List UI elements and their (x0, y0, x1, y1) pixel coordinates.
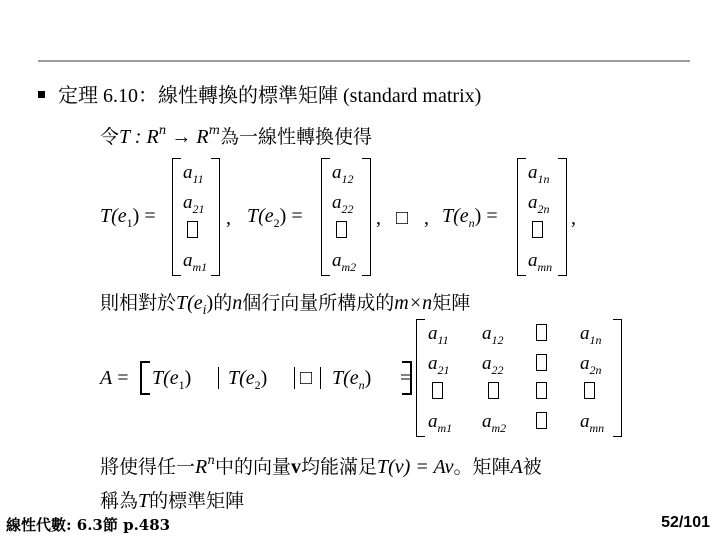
line1-prefix: 令 (100, 126, 120, 148)
eq2-A: A = (100, 367, 129, 389)
line1-m: m (208, 123, 221, 137)
line1-suffix: 為一線性轉換使得 (220, 126, 373, 148)
conclusion-line: 將使得任一$R^n$中的向量v均能滿足T(v) = Av。矩陣A被 (100, 453, 542, 478)
footer-source: 線性代數: 6.3節 p.483 (6, 516, 171, 534)
matrix-description-line: 則相對於$T(e_i)$的n個行向量所構成的m×n矩陣 (100, 292, 471, 317)
naming-line: 稱為T的標準矩陣 (100, 490, 245, 512)
theorem-title: 定理 6.10：線性轉換的標準矩陣 (standard matrix) (58, 85, 482, 107)
ellipsis-box: □ (396, 207, 409, 229)
line1-domain: : R (129, 126, 159, 148)
vector-Ten: $a_{1n}$ $a_{2n}$ $a_{mn}$ (517, 158, 567, 276)
standard-matrix: $a_{11}$ $a_{12}$ $a_{1n}$ $a_{21}$ $a_{22}$ $a_{2n}$ $a_{m1}$ $a_{m2}$ $a_{mn}$ (416, 319, 622, 437)
column-matrix: $T(e_1)$ $T(e_2)$ □ $T(e_n)$ (140, 361, 412, 395)
eq1-lhs1: $T(e_1)$ = (100, 205, 156, 230)
eq1-comma1: , (226, 207, 231, 229)
header-rule (38, 60, 690, 62)
vector-Te1: $a_{11}$ $a_{21}$ $a_{m1}$ (172, 158, 220, 276)
definition-line (100, 122, 372, 149)
eq1-lhs2: $T(e_2)$ = (247, 205, 303, 230)
bullet-icon (38, 91, 45, 98)
eq1-lhsn: $T(e_n)$ = (442, 205, 498, 230)
eq2-equals: = (400, 367, 412, 389)
page-number: 52/101 (661, 514, 710, 531)
eq1-comma3: , (424, 207, 429, 229)
line1-n: n (158, 123, 167, 137)
eq1-comma4: , (571, 207, 576, 229)
eq1-comma2: , (376, 207, 381, 229)
line1-T: T (119, 126, 130, 148)
vector-Te2: $a_{12}$ $a_{22}$ $a_{m2}$ (321, 158, 371, 276)
line1-codomain: → R (166, 126, 209, 148)
